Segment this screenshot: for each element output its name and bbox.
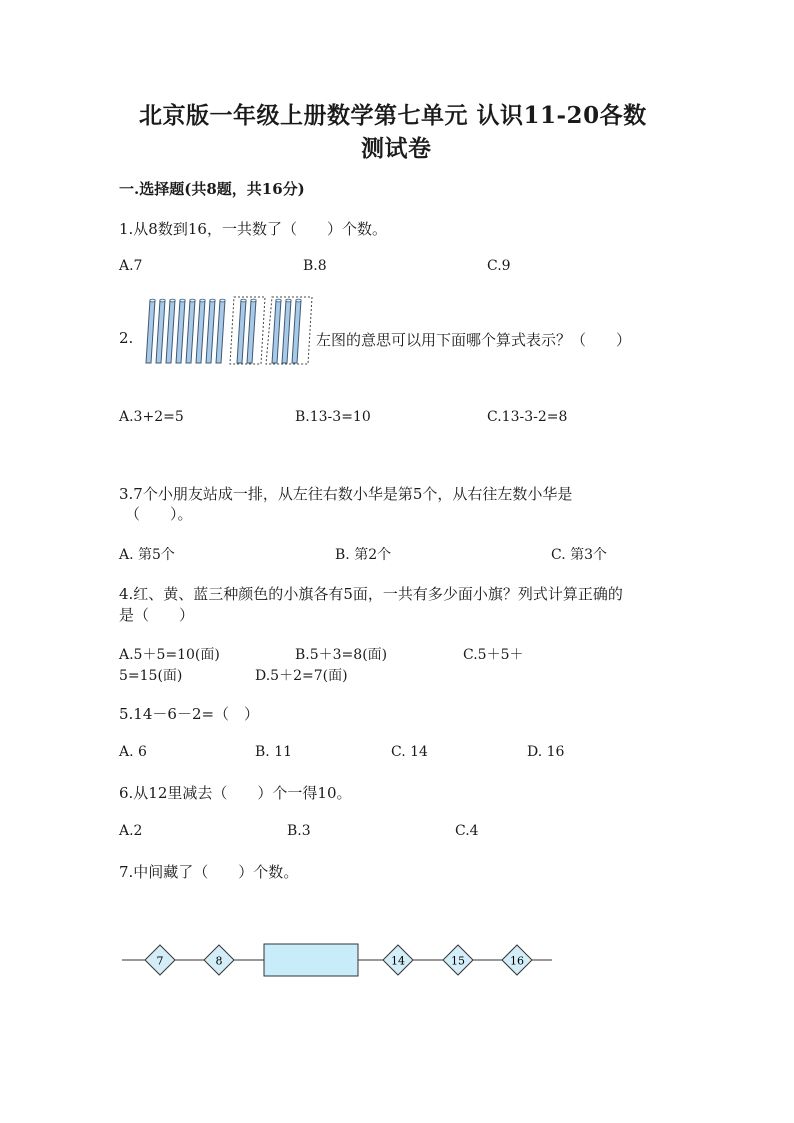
q3-option-a[interactable]: A. 第5个 — [119, 547, 175, 563]
q2-option-b[interactable]: B.13-3=10 — [295, 409, 371, 425]
question-3-line2: （ ）。 — [125, 505, 193, 523]
diamond-7-label: 7 — [156, 954, 164, 968]
q4-option-a[interactable]: A.5＋5=10(面) — [119, 647, 220, 663]
q5-option-c[interactable]: C. 14 — [391, 744, 428, 760]
question-7: 7.中间藏了（ ）个数。 — [119, 863, 299, 881]
diamond-16-label: 16 — [510, 954, 524, 968]
number-line-figure — [118, 935, 558, 985]
question-2: 左图的意思可以用下面哪个算式表示？（ ） — [316, 331, 632, 349]
q4-option-b[interactable]: B.5＋3=8(面) — [295, 647, 388, 663]
sticks-figure — [142, 296, 316, 366]
q2-option-a[interactable]: A.3+2=5 — [119, 409, 184, 425]
diamond-8-label: 8 — [215, 954, 223, 968]
page-title-line2: 测试卷 — [361, 135, 432, 162]
question-3: 3.7个小朋友站成一排，从左往右数小华是第5个，从右往左数小华是 — [119, 485, 573, 503]
q4-option-d[interactable]: D.5＋2=7(面) — [255, 668, 348, 684]
q5-option-d[interactable]: D. 16 — [527, 744, 565, 760]
diamond-7 — [145, 945, 175, 975]
diamond-16 — [502, 945, 532, 975]
q2-option-c[interactable]: C.13-3-2=8 — [487, 409, 568, 425]
question-1: 1.从8数到16，一共数了（ ）个数。 — [119, 220, 387, 238]
diamond-15 — [443, 945, 473, 975]
q1-option-b[interactable]: B.8 — [303, 258, 327, 274]
q5-option-b[interactable]: B. 11 — [255, 744, 293, 760]
diamond-14-label: 14 — [391, 954, 405, 968]
section-heading: 一.选择题(共8题，共16分) — [119, 180, 305, 198]
q6-option-c[interactable]: C.4 — [455, 823, 479, 839]
q6-option-a[interactable]: A.2 — [119, 823, 143, 839]
q1-option-a[interactable]: A.7 — [119, 258, 143, 274]
q3-option-b[interactable]: B. 第2个 — [335, 547, 392, 563]
hidden-numbers-box — [264, 944, 358, 976]
question-6: 6.从12里减去（ ）个一得10。 — [119, 784, 352, 802]
q4-option-c-cont: 5=15(面) — [119, 668, 183, 684]
q5-option-a[interactable]: A. 6 — [119, 744, 147, 760]
diamond-14 — [383, 945, 413, 975]
question-4: 4.红、黄、蓝三种颜色的小旗各有5面，一共有多少面小旗？列式计算正确的 — [119, 585, 623, 603]
page-title: 北京版一年级上册数学第七单元 认识11-20各数 — [139, 102, 647, 129]
q4-option-c[interactable]: C.5＋5＋ — [463, 647, 524, 663]
q1-option-c[interactable]: C.9 — [487, 258, 511, 274]
q6-option-b[interactable]: B.3 — [287, 823, 311, 839]
question-5: 5.14－6－2=（ ） — [119, 705, 260, 723]
question-4-line2: 是（ ） — [119, 606, 195, 624]
diamond-8 — [204, 945, 234, 975]
question-2-number: 2. — [119, 329, 134, 347]
diamond-15-label: 15 — [451, 954, 465, 968]
q3-option-c[interactable]: C. 第3个 — [551, 547, 608, 563]
